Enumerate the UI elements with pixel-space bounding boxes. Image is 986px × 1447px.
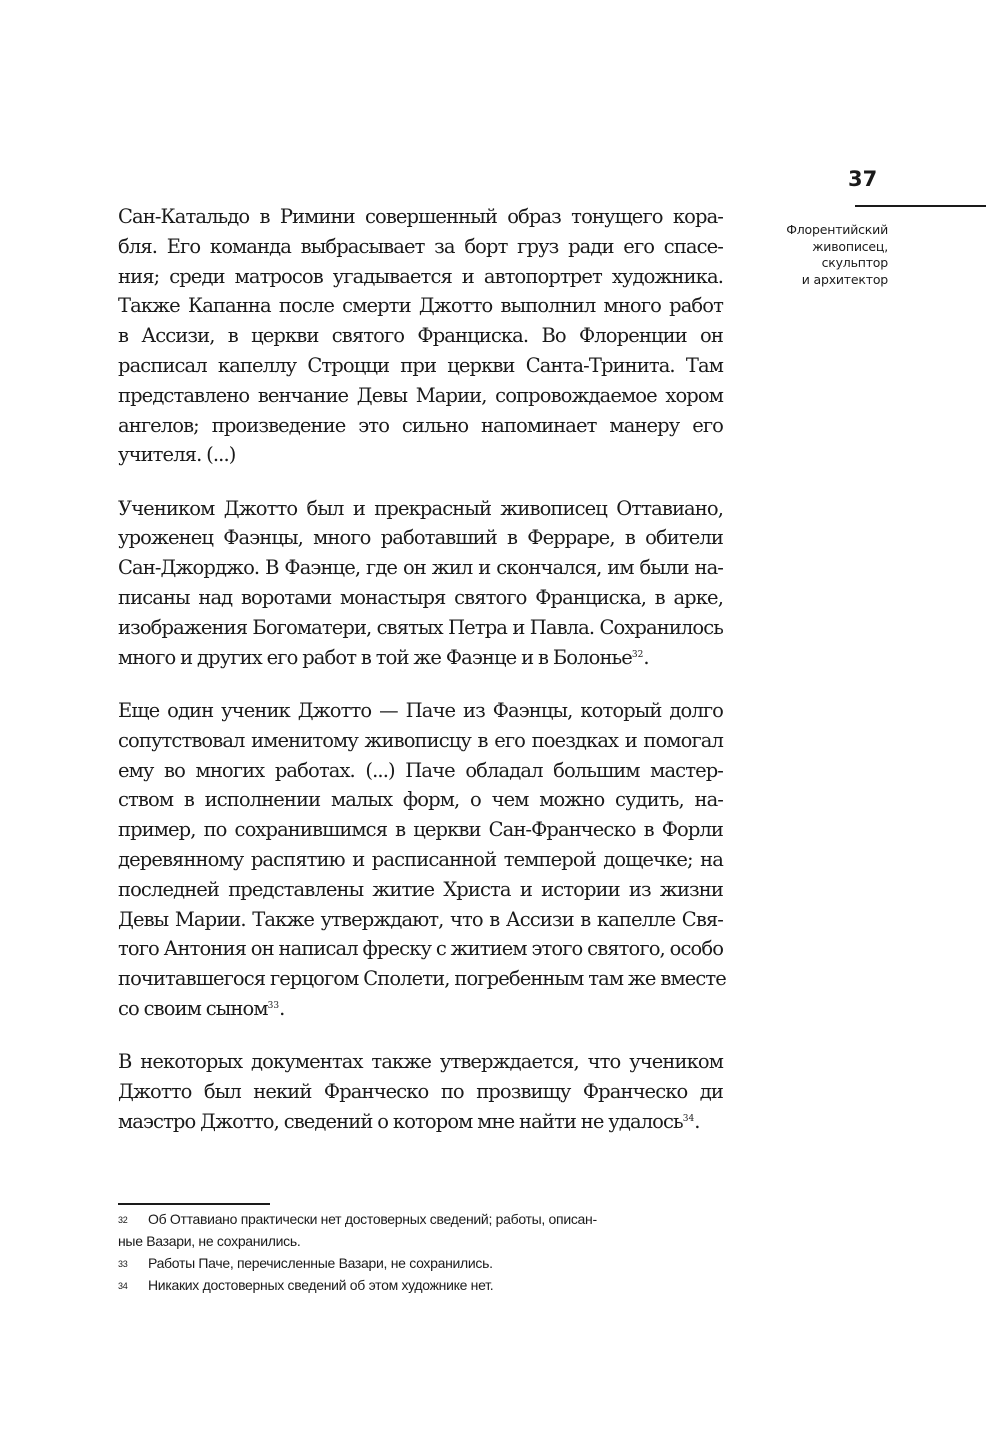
footnote-text: Об Оттавиано практически нет достоверных сведений; работы, описан- (148, 1211, 597, 1227)
text-line: Учеником Джотто был и прекрасный живописец Оттавиано, (118, 496, 723, 520)
text-line: представлено венчание Девы Марии, сопровождаемое хором (118, 383, 723, 407)
body-text (118, 202, 726, 1160)
text-line: учителя. (...) (118, 443, 236, 467)
text-line: деревянному распятию и расписанной темперой дощечке; на (118, 847, 723, 871)
footnote-text: Работы Паче, перечисленные Вазари, не сохранились. (148, 1255, 493, 1271)
footnote-33 (118, 1252, 723, 1274)
footnote-32-continuation: ные Вазари, не сохранились. (118, 1233, 301, 1249)
text-line: в Ассизи, в церкви святого Франциска. Во Флоренции он (118, 324, 723, 348)
text-line: ния; среди матросов угадывается и автопортрет художника. (118, 264, 723, 288)
paragraph (118, 1047, 723, 1136)
text-segment: . (643, 645, 649, 669)
page-number: 37 (848, 167, 878, 191)
text-line: того Антония он написал фреску с житием этого святого, особо (118, 937, 724, 961)
text-line: уроженец Фаэнцы, много работавший в Ферраре, в обители (118, 526, 723, 550)
text-line: писаны над воротами монастыря святого Франциска, в арке, (118, 586, 723, 610)
text-segment: много и других его работ в той же Фаэнце и в Болонье (118, 645, 632, 669)
text-line: Девы Марии. Также утверждают, что в Ассизи в капелле Свя- (118, 907, 723, 931)
text-line (118, 994, 723, 1024)
text-line (118, 1107, 723, 1137)
text-line: последней представлены житие Христа и истории из жизни (118, 877, 723, 901)
text-line: Еще один ученик Джотто — Паче из Фаэнцы, который долго (118, 698, 723, 722)
header-rule (855, 205, 986, 207)
running-head (740, 222, 888, 288)
running-head-line: скульптор (821, 255, 888, 270)
footnote-number: 33 (118, 1259, 128, 1269)
text-line: Сан-Катальдо в Римини совершенный образ тонущего кора- (118, 205, 723, 228)
text-line: Сан-Джорджо. В Фаэнце, где он жил и скончался, им были на- (118, 556, 723, 580)
footnote-number: 34 (118, 1281, 128, 1291)
running-head-line: и архитектор (801, 271, 888, 287)
text-line: бля. Его команда выбрасывает за борт груз ради его спасе- (118, 234, 723, 258)
text-line: почитавшегося герцогом Сполети, погребенным там же вместе (118, 967, 726, 991)
text-line (118, 643, 723, 673)
footnote-text: Никаких достоверных сведений об этом художнике нет. (148, 1277, 494, 1293)
footnote-number: 32 (118, 1215, 128, 1225)
running-head-line: Флорентийский (786, 222, 888, 237)
text-line: сопутствовал именитому живописцу в его поездках и помогал (118, 728, 723, 752)
footnote-ref-32[interactable]: 32 (631, 649, 644, 660)
text-line: Джотто был некий Франческо по прозвищу Франческо ди (118, 1080, 723, 1104)
text-line: В некоторых документах также утверждается, что учеником (118, 1050, 723, 1074)
text-line: ангелов; произведение это сильно напоминает манеру его (118, 413, 723, 437)
footnote-34 (118, 1274, 723, 1296)
text-line: пример, по сохранившимся в церкви Сан-Франческо в Форли (118, 818, 723, 842)
text-line: Также Капанна после смерти Джотто выполнил много работ (118, 294, 723, 318)
text-segment: маэстро Джотто, сведений о котором мне найти не удалось (118, 1109, 683, 1133)
paragraph (118, 494, 723, 673)
text-line: изображения Богоматери, святых Петра и Павла. Сохранилось (118, 615, 723, 639)
text-line: расписал капеллу Строцци при церкви Санта-Тринита. Там (118, 353, 723, 377)
text-segment: . (694, 1109, 700, 1133)
running-head-line: живописец, (812, 238, 888, 254)
footnote-ref-34[interactable]: 34 (682, 1113, 695, 1124)
footnote-rule (118, 1203, 270, 1205)
footnote-32 (118, 1208, 723, 1230)
paragraph (118, 696, 726, 1024)
text-line: ему во многих работах. (...) Паче обладал большим мастер- (118, 758, 723, 782)
text-line: ством в исполнении малых форм, о чем можно судить, на- (118, 788, 723, 812)
footnotes (118, 1208, 723, 1296)
paragraph (118, 202, 723, 470)
footnote-ref-33[interactable]: 33 (267, 1000, 280, 1011)
text-segment: со своим сыном (118, 996, 268, 1020)
text-segment: . (279, 996, 285, 1020)
